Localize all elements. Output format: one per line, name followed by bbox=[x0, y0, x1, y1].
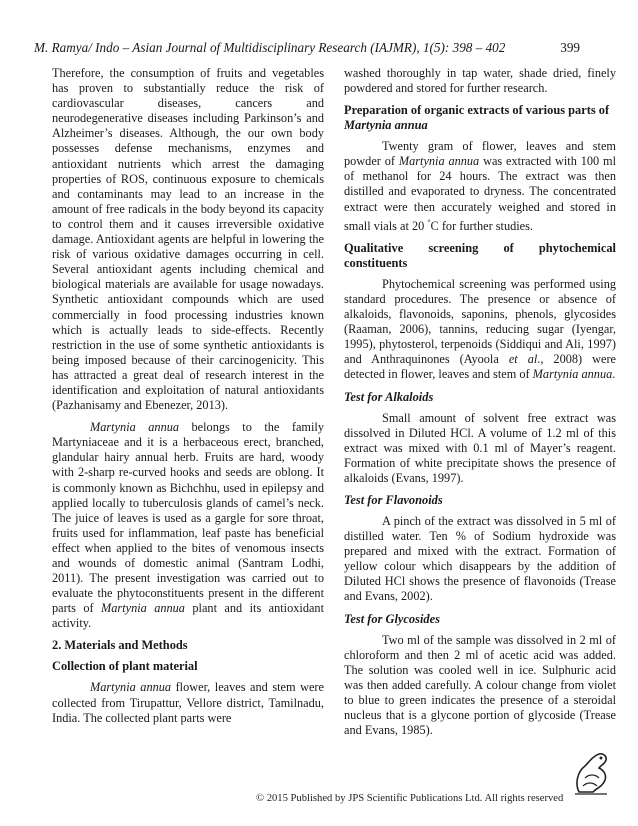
paragraph-martynia: Martynia annua belongs to the family Martyniaceae and it is a herbaceous erect, branched, glandular hairy annual herb. Fruits are hard, woody with 2-sharp re-curved hooks and seeds are oblong. It is commonly known as Bichchhu, used in epilepsy and applied locally to tuberculosis glands of camel’s neck. The juice of leaves is used as a gargle for sore throat, fruits used for inflammation, leaf paste has beneficial effect when applied to the bites of venomous insects and wounds of domestic animal (Santram Lodhi, 2011). The present investigation was carried out to evaluate the phytoconstituents present in the different parts of Martynia annua plant and its antioxidant activity. bbox=[52, 420, 324, 631]
section-heading-materials: 2. Materials and Methods bbox=[52, 638, 188, 653]
subheading-qualitative: Qualitative screening of phytochemical constituents bbox=[344, 240, 616, 270]
publisher-logo bbox=[571, 748, 613, 798]
paragraph-preparation: Twenty gram of flower, leaves and stem powder of Martynia annua was extracted with 100 ml of methanol for 24 hours. The extract was then distilled and evaporated to dryness. The concentrated extract were then accurately weighed and stored in small vials at 20 °C for further studies. bbox=[344, 139, 616, 233]
right-column bbox=[344, 66, 616, 745]
journal-citation: M. Ramya/ Indo – Asian Journal of Multidisciplinary Research (IAJMR), 1(5): 398 – 402 bbox=[34, 40, 506, 55]
page-number: 399 bbox=[560, 40, 580, 55]
paragraph-washed: washed thoroughly in tap water, shade dried, finely powdered and stored for further research. bbox=[344, 66, 616, 96]
subheading-alkaloids: Test for Alkaloids bbox=[344, 389, 434, 404]
running-header bbox=[34, 40, 606, 56]
copyright-footer: © 2015 Published by JPS Scientific Publications Ltd. All rights reserved bbox=[256, 793, 564, 804]
subheading-collection: Collection of plant material bbox=[52, 659, 198, 674]
left-column bbox=[52, 66, 324, 733]
subheading-flavonoids: Test for Flavonoids bbox=[344, 492, 443, 507]
paragraph-qualitative: Phytochemical screening was performed using standard procedures. The presence or absence of alkaloids, flavonoids, saponins, phenols, glycosides (Raaman, 2006), tannins, reducing sugar (Iyengar, 1995), phytosterol, terpenoids (Siddiqui and Ali, 1997) and Anthraquinones (Ayoola et al., 2008) were detected in flower, leaves and stem of Martynia annua. bbox=[344, 276, 617, 382]
paragraph-glycosides: Two ml of the sample was dissolved in 2 ml of chloroform and then 2 ml of acetic acid was added. The solution was cooled well in ice. Sulphuric acid was then added carefully. A colour change from violet to blue to green indicates the presence of a steroidal nucleus that is a glycone portion of glycoside (Trease and Evans, 1985). bbox=[344, 632, 616, 738]
paragraph-antioxidants: Therefore, the consumption of fruits and vegetables has proven to substantially reduce the risk of cardiovascular diseases, cancers and neurodegenerative diseases including Parkinson’s and Alzheimer’s diseases. Although, the our own body possesses defense mechanisms, enzymes and antioxidant nutrients which arrest the damaging properties of ROS, continuous exposure to chemicals and contaminants may lead to an increase in the amount of free radicals in the body beyond its capacity to control them and it causes irreversible oxidative damage. Antioxidant agents are helpful in lowering the risk of various oxidative damages occurring in cell. Several antioxidant agents including chemical and biological materials are available for usage nowadays. Synthetic antioxidant compounds which are used commercially in food processing industries known which is actually leads to side-effects. Recently restriction in the use of some synthetic antioxidants is being imposed because of their carcinogenicity. This has attracted a great deal of research interest in the identification and exploitation of natural antioxidants (Pazhanisamy and Ebenezer, 2013). bbox=[52, 66, 324, 413]
paragraph-alkaloids: Small amount of solvent free extract was dissolved in Diluted HCl. A volume of 1.2 ml of this extract was mixed with 0.1 ml of Mayer’s reagent. Formation of white precipitate shows the presence of alkaloids (Evans, 1997). bbox=[344, 410, 616, 485]
subheading-preparation: Preparation of organic extracts of various parts of Martynia annua bbox=[344, 103, 610, 133]
paragraph-flavonoids: A pinch of the extract was dissolved in 5 ml of distilled water. Ten % of Sodium hydroxide was prepared and mixed with the extract. Formation of yellow colour which disappears by the addition of Diluted HCl shows the presence of flavonoids (Trease and Evans, 2002). bbox=[344, 513, 616, 604]
paragraph-collection: Martynia annua flower, leaves and stem were collected from Tirupattur, Vellore district, Tamilnadu, India. The collected plant parts were bbox=[52, 680, 324, 725]
subheading-glycosides: Test for Glycosides bbox=[344, 611, 440, 626]
